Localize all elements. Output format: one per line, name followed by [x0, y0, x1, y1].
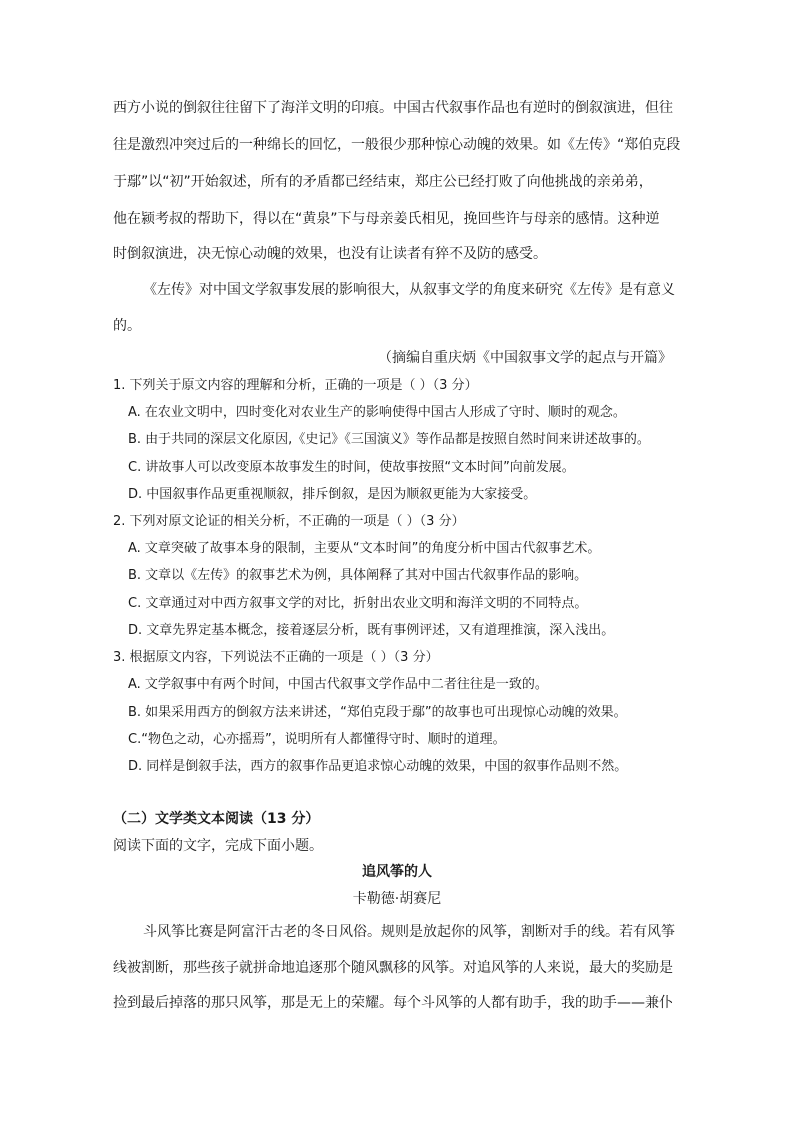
passage-line: 他在颍考叔的帮助下，得以在“黄泉”下与母亲姜氏相见，挽回些许与母亲的感情。这种逆: [113, 211, 660, 227]
question-option: C. 讲故事人可以改变原本故事发生的时间，使故事按照“文本时间”向前发展。: [128, 460, 575, 475]
question-stem: 1. 下列关于原文内容的理解和分析，正确的一项是（ ）（3 分）: [113, 378, 478, 393]
passage-line: 西方小说的倒叙往往留下了海洋文明的印痕。中国古代叙事作品也有逆时的倒叙演进，但往: [113, 100, 673, 116]
passage-line: 往是激烈冲突过后的一种绵长的回忆，一般很少那种惊心动魄的效果。如《左传》“郑伯克段: [113, 137, 681, 153]
question-option: A. 在农业文明中，四时变化对农业生产的影响使得中国古人形成了守时、顺时的观念。: [128, 405, 626, 420]
question-stem: 2. 下列对原文论证的相关分析，不正确的一项是（ ）（3 分）: [113, 514, 465, 529]
question-option: D. 中国叙事作品更重视顺叙，排斥倒叙，是因为顺叙更能为大家接受。: [128, 487, 537, 502]
question-option: C.“物色之动，心亦摇焉”，说明所有人都懂得守时、顺时的道理。: [128, 732, 506, 747]
question-option: A. 文章突破了故事本身的限制，主要从“文本时间”的角度分析中国古代叙事艺术。: [128, 541, 601, 556]
question-option: A. 文学叙事中有两个时间，中国古代叙事文学作品中二者往往是一致的。: [128, 677, 548, 692]
story-title: 追风筝的人: [362, 864, 432, 880]
passage-line: 《左传》对中国文学叙事发展的影响很大，从叙事文学的角度来研究《左传》是有意义: [143, 282, 675, 298]
question-stem: 3. 根据原文内容，下列说法不正确的一项是（ ）（3 分）: [113, 650, 439, 665]
question-option: C. 文章通过对中西方叙事文学的对比，折射出农业文明和海洋文明的不同特点。: [128, 596, 588, 611]
question-option: B. 由于共同的深层文化原因,《史记》《三国演义》等作品都是按照自然时间来讲述故事的。: [128, 432, 650, 447]
passage-line: 时倒叙演进，决无惊心动魄的效果，也没有让读者有猝不及防的感受。: [113, 246, 547, 262]
story-line: 线被割断，那些孩子就拼命地追逐那个随风飘移的风筝。对追风筝的人来说，最大的奖励是: [113, 960, 673, 976]
source-citation: （摘编自重庆炳《中国叙事文学的起点与开篇》: [378, 350, 672, 366]
section-instruction: 阅读下面的文字，完成下面小题。: [113, 838, 323, 854]
question-option: B. 如果采用西方的倒叙方法来讲述，“郑伯克段于鄢”的故事也可出现惊心动魄的效果。: [128, 705, 627, 720]
question-option: B. 文章以《左传》的叙事艺术为例，具体阐释了其对中国古代叙事作品的影响。: [128, 568, 588, 583]
story-author: 卡勒德·胡赛尼: [352, 891, 442, 907]
passage-line: 于鄢”以“初”开始叙述，所有的矛盾都已经结束，郑庄公已经打败了向他挑战的亲弟弟，: [113, 174, 653, 190]
passage-line: 的。: [113, 318, 141, 334]
section-heading: （二）文学类文本阅读（13 分）: [113, 811, 320, 827]
question-option: D. 文章先界定基本概念，接着逐层分析，既有事例评述，又有道理推演，深入浅出。: [128, 623, 615, 638]
question-option: D. 同样是倒叙手法，西方的叙事作品更追求惊心动魄的效果，中国的叙事作品则不然。: [128, 759, 628, 774]
story-line: 捡到最后掉落的那只风筝，那是无上的荣耀。每个斗风筝的人都有助手，我的助手——兼仆: [113, 995, 673, 1011]
story-line: 斗风筝比赛是阿富汗古老的冬日风俗。规则是放起你的风筝，割断对手的线。若有风筝: [143, 924, 675, 940]
